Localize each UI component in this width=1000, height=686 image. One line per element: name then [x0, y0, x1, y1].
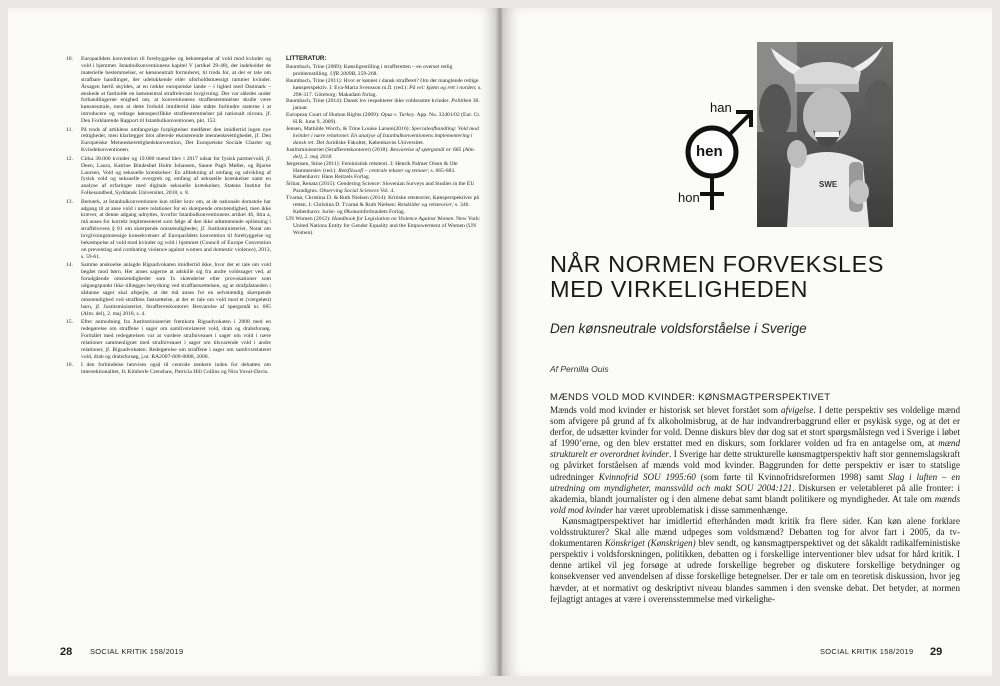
- endnotes: [66, 56, 271, 377]
- endnote-number: 10.: [66, 56, 73, 62]
- literature-item: Justitsministeriet (Strafferetskontoret) (2018): Besvarelse af spørgsmål nr. 685 (Alm. del), 2. maj 2018.: [286, 146, 476, 160]
- page-number-right: 29: [930, 646, 943, 658]
- endnote: [66, 199, 271, 261]
- endnote-number: 16.: [66, 361, 73, 368]
- left-page: [8, 8, 498, 676]
- gender-symbol-graphic: [672, 90, 772, 220]
- headline-line-2: MED VIRKELIGHEDEN: [550, 276, 808, 302]
- endnote: [66, 127, 271, 155]
- man-with-viking-helmet-photo: [757, 42, 893, 227]
- right-page: [502, 8, 992, 676]
- headline-line-1: NÅR NORMEN FORVEKSLES: [550, 251, 884, 277]
- symbol-label-hon: hon: [678, 190, 700, 205]
- endnote-text: Europarådets konvention til forebyggelse og bekæmpelse af vold mod kvinder og vold i hjemmet. Istanbulkonventionens kapitel V (artikel 29-48), der indeholder de materielle bestemmelser, er kønsneutralt formuleret, til trods for, at der er tale om strafbare handlinger, der udelukkende eller uforholdsmæssigt rammer kvinder. Årsagen hertil skyldes, at en række europæiske lande – i lighed med Danmark – ønskede at fastholde en kønsneutral strafrelevant lovgivning. Der var således under forhandlingerne enighed om, at konventionens strafbestemmelser skulle være kønsneutrale, men at dette forhold imidlertid ikke måtte forhindre staterne i at introducere og vedtage kønsspecifikke strafbestemmelser på nationalt niveau, jf. Den Forklarende Rapport til Istanbulkonventionen, pkt. 153.: [81, 56, 271, 125]
- endnote-text: Bemærk, at Istanbulkonventionen kun stiller krav om, at de nationale domstole har adgang til at anse vold i nære relationer for en skærpende omstændighed, men ikke kræver, at denne adgang udnyttes, hvorfor Istanbulkonventionens artikel 46, litra a, må anses for korrekt implementeret som følge af den ikke udtømmende oplistning i straffelovens § 81 om skærpende omstændigheder, jf. Justitsministeriet, Notat om lovgivningsmæssige konsekvenser af Europarådets konvention til forebyggelse og bekæmpelse af vold mod kvinder og vold i hjemmet (Council of Europe Convention on preventing and combating violence against women and domestic violence), 2013, s. 59-61.: [81, 198, 271, 260]
- endnote: [66, 156, 271, 197]
- article-headline: [550, 252, 970, 302]
- literature-item: Baumbach, Trine (2014): Dansk lov respekterer ikke voldsramte kvinder. Politiken 30. januar.: [286, 98, 480, 112]
- paragraph-2: Kønsmagtperspektivet har imidlertid efterhånden mødt kritik fra flere sider. Kan køn alene forklare voldsstrukturer? Skal alle mænd udpeges som voldsmænd? Debatten tog for alvor fart i 2005, da tv-dokumentaren Könskriget (Kønskrigen) blev sendt, og kønsmagtperspektivet og det såkaldt radikalfeministiske perspektiv i voldsforskningen, politikken, debatten og i forskellige interventioner blev udsat for hård kritik. I denne artikel vil jeg forsøge at udrede forskellige begreber og diskutere forskellige betydninger og konsekvenser ved anvendelsen af disse forskellige betegnelser. Der er tale om en teoretisk diskussion, hvor jeg hævder, at et normativt og deskriptivt niveau blandes sammen i den svenske debat. Det betyder, at normen fejlagtigt antages at være i overensstemmelse med virkelighe-: [550, 515, 961, 604]
- endnote: [66, 319, 271, 360]
- endnote-number: 12.: [66, 155, 73, 162]
- literature-item: European Court of Human Rights (2009): Opuz v. Turkey. App. No. 33401/02 (Eur. Ct. H.R. June 9, 2009).: [286, 112, 481, 126]
- endnote-number: 11.: [66, 126, 73, 133]
- symbol-label-hen: hen: [696, 143, 723, 160]
- endnote-number: 15.: [66, 319, 73, 326]
- page-number-left: 28: [60, 646, 73, 658]
- literature-item: Baumbach, Trine (2011): Hvor er kønnet i dansk strafferet? Om det manglende retlige kønsperspektiv. I: Eva-Maria Svensson m.fl. (red.): På vei: kjønn og rett i norden; s. 298-317. Göteborg: Makadam förlag.: [286, 77, 482, 98]
- literature-list: [286, 56, 482, 237]
- article-body: [550, 405, 960, 605]
- endnote-text: På trods af artiklens omfangsrige forpligtelser medfører den imidlertid ingen nye rettigheder, men klarlægger blot allerede eksisterende menneskerettigheder, jf. Den Europæiske Menneskerettighedskonvention, Det Europæiske Sociale Charter og Kvindekonventionen.: [81, 126, 271, 154]
- journal-footer-left: SOCIAL KRITIK 158/2019: [90, 647, 184, 656]
- endnote: [66, 262, 271, 317]
- symbol-label-han: han: [710, 100, 732, 115]
- svg-text:SWE: SWE: [819, 180, 838, 189]
- literature-item: Tvarnø, Christina D. & Ruth Nielsen (2014): Kritiske retsteorier, Kønsperspektiver på retten. I: Christina D. Tvarnø & Ruth Nielsen: Retskilder og retsteorier; s. 346. København: Jurist- og Økonomforbundets Forlag.: [286, 195, 479, 215]
- section-heading: MÆNDS VOLD MOD KVINDER: KØNSMAGTPERSPEKTIVET: [550, 392, 831, 403]
- magazine-spread: [8, 8, 992, 676]
- article-subtitle: Den kønsneutrale voldsforståelse i Sverige: [550, 321, 807, 336]
- literature-item: Šribar, Renata (2015): Gendering Science: Slovenian Surveys and Studies in the EU Paradigms. Observing Social Sciences Vol. 4.: [286, 181, 475, 195]
- literature-item: Jørgensen, Stine (2011): Feministisk retsteori. I: Henrik Palmer Olsen & Ole Hammerslev (red.): Retsfilosofi – centrale tekster og temaer; s. 665-683. København: Hans Reitzels Forlag.: [286, 160, 458, 181]
- endnote-text: Cirka 38.000 kvinder og 19.000 mænd blev i 2017 udsat for fysisk partnervold, jf. Deen, Laura, Katrine Bindesbøl Holm Johansen, Sanne Pagh Møller, og Bjarne Laursen, Vold og seksuelle krænkelser: En afdækning af omfang og udvikling af fysisk vold og seksuelle overgreb og omfang af seksuelle krænkelser samt en analyse af erfaringer med digitale seksuelle krænkelser, Statens Institut for Folkesundhed, Syddansk Universitet, 2018, s. 8.: [81, 155, 271, 197]
- endnote-number: 14.: [66, 262, 73, 269]
- article-author: Af Pernilla Ouis: [550, 364, 609, 374]
- literature-item: UN Women (2012): Handbook for Legislation on Violence Against Women. New York: United Nations Entity for Gender Equality and the Empowerment of Women (UN Women).: [286, 215, 481, 236]
- endnote-number: 13.: [66, 198, 73, 205]
- endnote-text: I den forbindelse henvises også til centrale tænkere inden for debatten om intersektionalitet, fx Kimberle Crenshaw, Patricia Hill Collins og Nira Yuval-Davis.: [81, 361, 271, 375]
- paragraph-1: Mænds vold mod kvinder er historisk set blevet forstået som afvigelse. I dette perspektiv ses voldelige mænd som afvigere på grund af fx alkoholmisbrug, at de har indvandrerbaggrund eller er psykisk syge, og at det er derfor, de udsætter kvinder for vold. Denne diskurs blev dør dog sat et stort spørgsmålstegn ved i Sverige i løbet af 1990’erne, og den blev erstattet med en diskurs, som forklarer volden ud fra en antagelse om, at mænd strukturelt er overordnet kvinder. I Sverige har dette strukturelle kønsmagtperspektiv haft stor gennemslagskraft og påvirket forståelsen af mænds vold mod kvinder. Baggrunden for dette perspektiv er især to statslige udredninger Kvinnofrid SOU 1995:60 (som førte til Kvinnofridsreformen 1998) samt Slag i luften – en utredning om myndigheter, manssvåld och makt SOU 2004:121. Diskursen er veletableret på alle fronter: i akademia, blandt journalister og i den almene debat samt blandt politikere og myndigheder. At tale om mænds vold mod kvinder har været uproblematisk i disse sammenhænge.: [550, 405, 960, 515]
- literature-item: Jensen, Mathilde Worch, & Trine Louise Larsen(2016): Specialeafhandling: Vold mod kvinder i nære relationer. En analyse af Istanbulkonventionens implementering i dansk ret. Det Juridiske Fakultet, Københavns Universitet.: [286, 126, 479, 146]
- literature-title: LITTERATUR:: [286, 55, 327, 62]
- endnote-text: Samme anskuelse anlagde Rigsadvokaten imidlertid ikke, hvor der er tale om vold begået mod børn. Her anses sagerne at adskille sig fra andre voldssager ved, at forudgående omstændigheder som fx skænderier eller provokationer som udgangspunkt ikke tillægges betydning ved straffastsættelsen, og at strafpåstanden i sådanne sager skal afspejle, at det må anses for en selvstændig skærpende omstændighed ved straffens fastsættelse, at der er tale om vold mod et (værgeløst) barn, jf. Justitsministeriet, Strafferetskontoret: Besvarelse af spørgsmål nr. 685 (Alm. del), 2. maj 2018, s. 4.: [81, 262, 271, 317]
- literature-item: Baumbach, Trine (2009): Kønsligestilling i strafferetten – en overset retlig problemstilling. UfR 2009B, 259-268.: [286, 63, 453, 77]
- journal-footer-right: SOCIAL KRITIK 158/2019: [820, 647, 914, 656]
- endnote-text: Efter anmodning fra Justitsministeriet fremkom Rigsadvokaten i 2008 med en redegørelse om straffene i sager om samlivsrelateret vold, drab og drabsforsøg. Formålet med redegørelsen var at vurdere strafniveauet i sager om vold i nære relationer sammenlignet med strafniveauet i sager om tilsvarende vold i andre relationer, jf. Rigsadvokaten: Redegørelse om straffene i sager om samlivsrelateret vold, drab og drabsforsøg, j.nr. RA2007-609-0088, 2008.: [81, 319, 271, 360]
- endnote: [66, 362, 271, 376]
- endnote: [66, 56, 271, 125]
